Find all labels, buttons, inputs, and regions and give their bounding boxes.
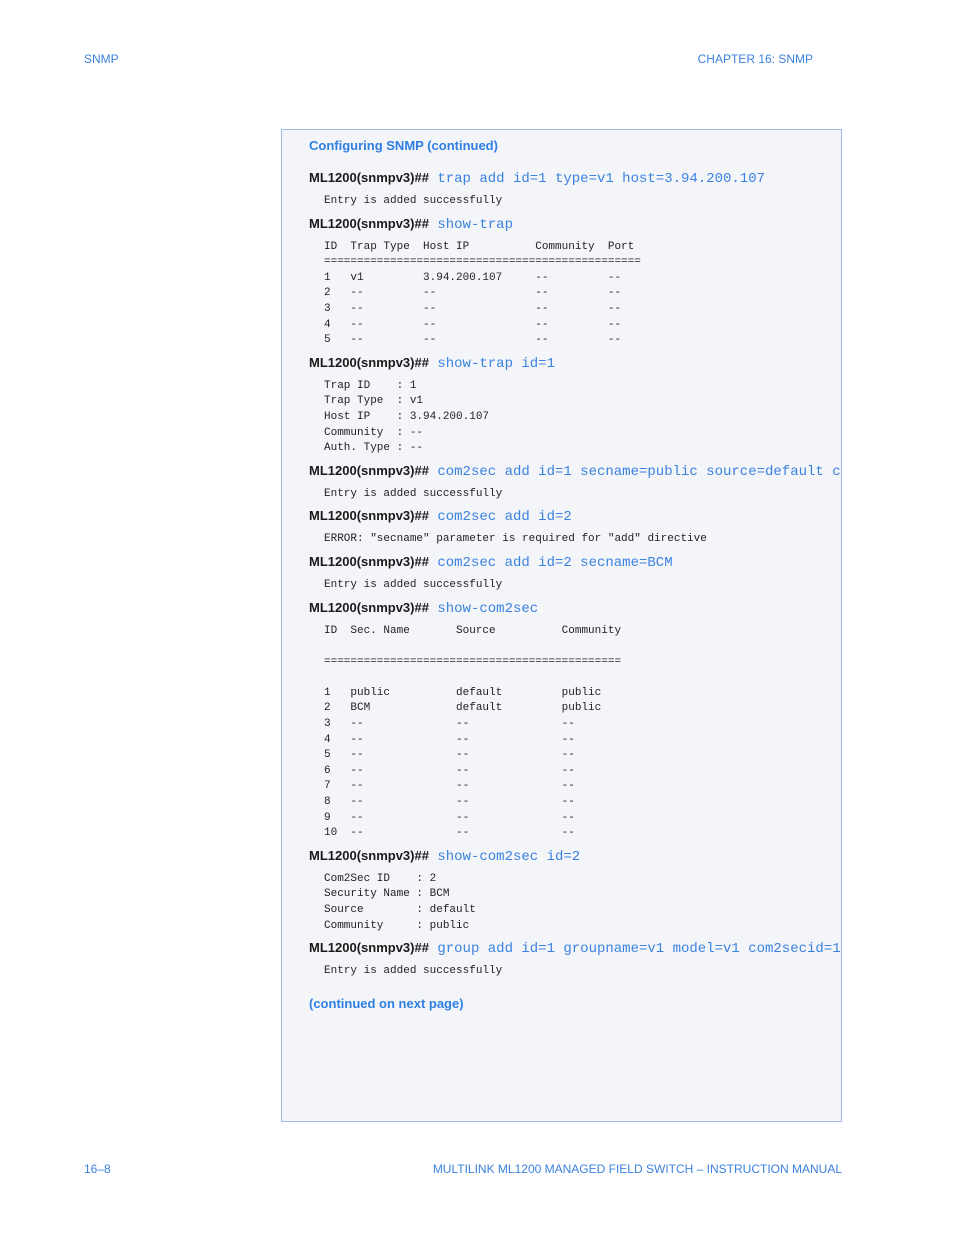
output-line: 1 public default public <box>324 686 602 699</box>
output-line: 5 -- -- -- <box>324 749 575 762</box>
cli-command: show-trap <box>428 216 513 233</box>
box-title: Configuring SNMP (continued) <box>309 138 498 153</box>
command-output <box>324 872 841 934</box>
output-line: ============================================= <box>324 655 622 668</box>
code-example-box <box>281 129 842 1122</box>
cli-prompt: ML1200(snmpv3)## <box>309 170 429 185</box>
output-line: ID Sec. Name Source Community <box>324 624 622 637</box>
output-line: 8 -- -- -- <box>324 796 575 809</box>
output-line: 7 -- -- -- <box>324 780 575 793</box>
command-line <box>309 846 841 866</box>
command-line <box>309 353 841 373</box>
output-line: Community : public <box>324 919 470 932</box>
output-line: Source : default <box>324 904 476 916</box>
command-line <box>309 168 841 188</box>
command-blocks <box>309 168 841 980</box>
page-number: 16–8 <box>84 1162 111 1176</box>
command-line <box>309 938 841 958</box>
output-line: 4 -- -- -- <box>324 733 575 746</box>
command-output <box>324 240 841 349</box>
command-line <box>309 598 841 618</box>
command-output <box>324 964 841 980</box>
output-line: 5 -- -- -- -- <box>324 334 622 347</box>
output-line: 3 -- -- -- <box>324 718 575 731</box>
header-section: SNMP <box>84 52 119 66</box>
command-line <box>309 461 841 481</box>
cli-prompt: ML1200(snmpv3)## <box>309 508 429 524</box>
cli-command: show-com2sec <box>428 600 539 617</box>
output-line: 4 -- -- -- -- <box>324 318 622 331</box>
output-line: 9 -- -- -- <box>324 811 575 824</box>
command-output <box>324 487 841 503</box>
cli-command: com2sec add id=2 <box>428 509 572 526</box>
cli-command: com2sec add id=1 secname=public source=default c <box>428 463 841 480</box>
output-line: Entry is added successfully <box>324 195 503 207</box>
output-line: Auth. Type : -- <box>324 442 424 455</box>
output-line: 2 -- -- -- -- <box>324 287 622 300</box>
command-line <box>309 552 841 572</box>
header-chapter: CHAPTER 16: SNMP <box>697 52 813 66</box>
output-line: 10 -- -- -- <box>324 827 575 840</box>
command-output <box>324 379 841 457</box>
cli-command: trap add id=1 type=v1 host=3.94.200.107 <box>428 171 766 187</box>
output-line: Entry is added successfully <box>324 965 503 978</box>
manual-title: MULTILINK ML1200 MANAGED FIELD SWITCH – INSTRUCTION MANUAL <box>432 1162 842 1176</box>
output-line: 6 -- -- -- <box>324 764 575 777</box>
cli-command: show-trap id=1 <box>428 355 555 372</box>
cli-prompt: ML1200(snmpv3)## <box>309 354 429 370</box>
output-line: ERROR: "secname" parameter is required for "add" directive <box>324 533 707 546</box>
output-line: 1 v1 3.94.200.107 -- -- <box>324 271 622 284</box>
output-line: 3 -- -- -- -- <box>324 302 622 315</box>
output-line <box>324 670 841 686</box>
command-line <box>309 506 841 526</box>
output-line: Host IP : 3.94.200.107 <box>324 410 490 423</box>
output-line: Entry is added successfully <box>324 487 503 500</box>
command-line <box>309 214 841 234</box>
continued-note: (continued on next page) <box>309 995 464 1011</box>
cli-prompt: ML1200(snmpv3)## <box>309 940 429 956</box>
output-line: Security Name : BCM <box>324 888 450 901</box>
command-output <box>324 578 841 594</box>
cli-command: group add id=1 groupname=v1 model=v1 com2secid=1 <box>428 941 841 958</box>
cli-prompt: ML1200(snmpv3)## <box>309 599 429 615</box>
output-line: ================================================ <box>324 256 641 269</box>
output-line: Entry is added successfully <box>324 578 503 591</box>
command-output <box>324 194 841 210</box>
cli-prompt: ML1200(snmpv3)## <box>309 215 429 231</box>
output-line <box>324 639 841 655</box>
output-line: Trap Type : v1 <box>324 395 424 408</box>
output-line: 2 BCM default public <box>324 702 602 715</box>
command-output <box>324 532 841 548</box>
output-line: Trap ID : 1 <box>324 379 417 392</box>
cli-command: show-com2sec id=2 <box>428 848 581 865</box>
output-line: Com2Sec ID : 2 <box>324 872 437 885</box>
output-line: Community : -- <box>324 426 424 439</box>
cli-command: com2sec add id=2 secname=BCM <box>428 554 673 571</box>
output-line: ID Trap Type Host IP Community Port <box>324 240 635 253</box>
command-output <box>324 624 841 842</box>
cli-prompt: ML1200(snmpv3)## <box>309 847 429 863</box>
cli-prompt: ML1200(snmpv3)## <box>309 462 429 478</box>
cli-prompt: ML1200(snmpv3)## <box>309 553 429 569</box>
